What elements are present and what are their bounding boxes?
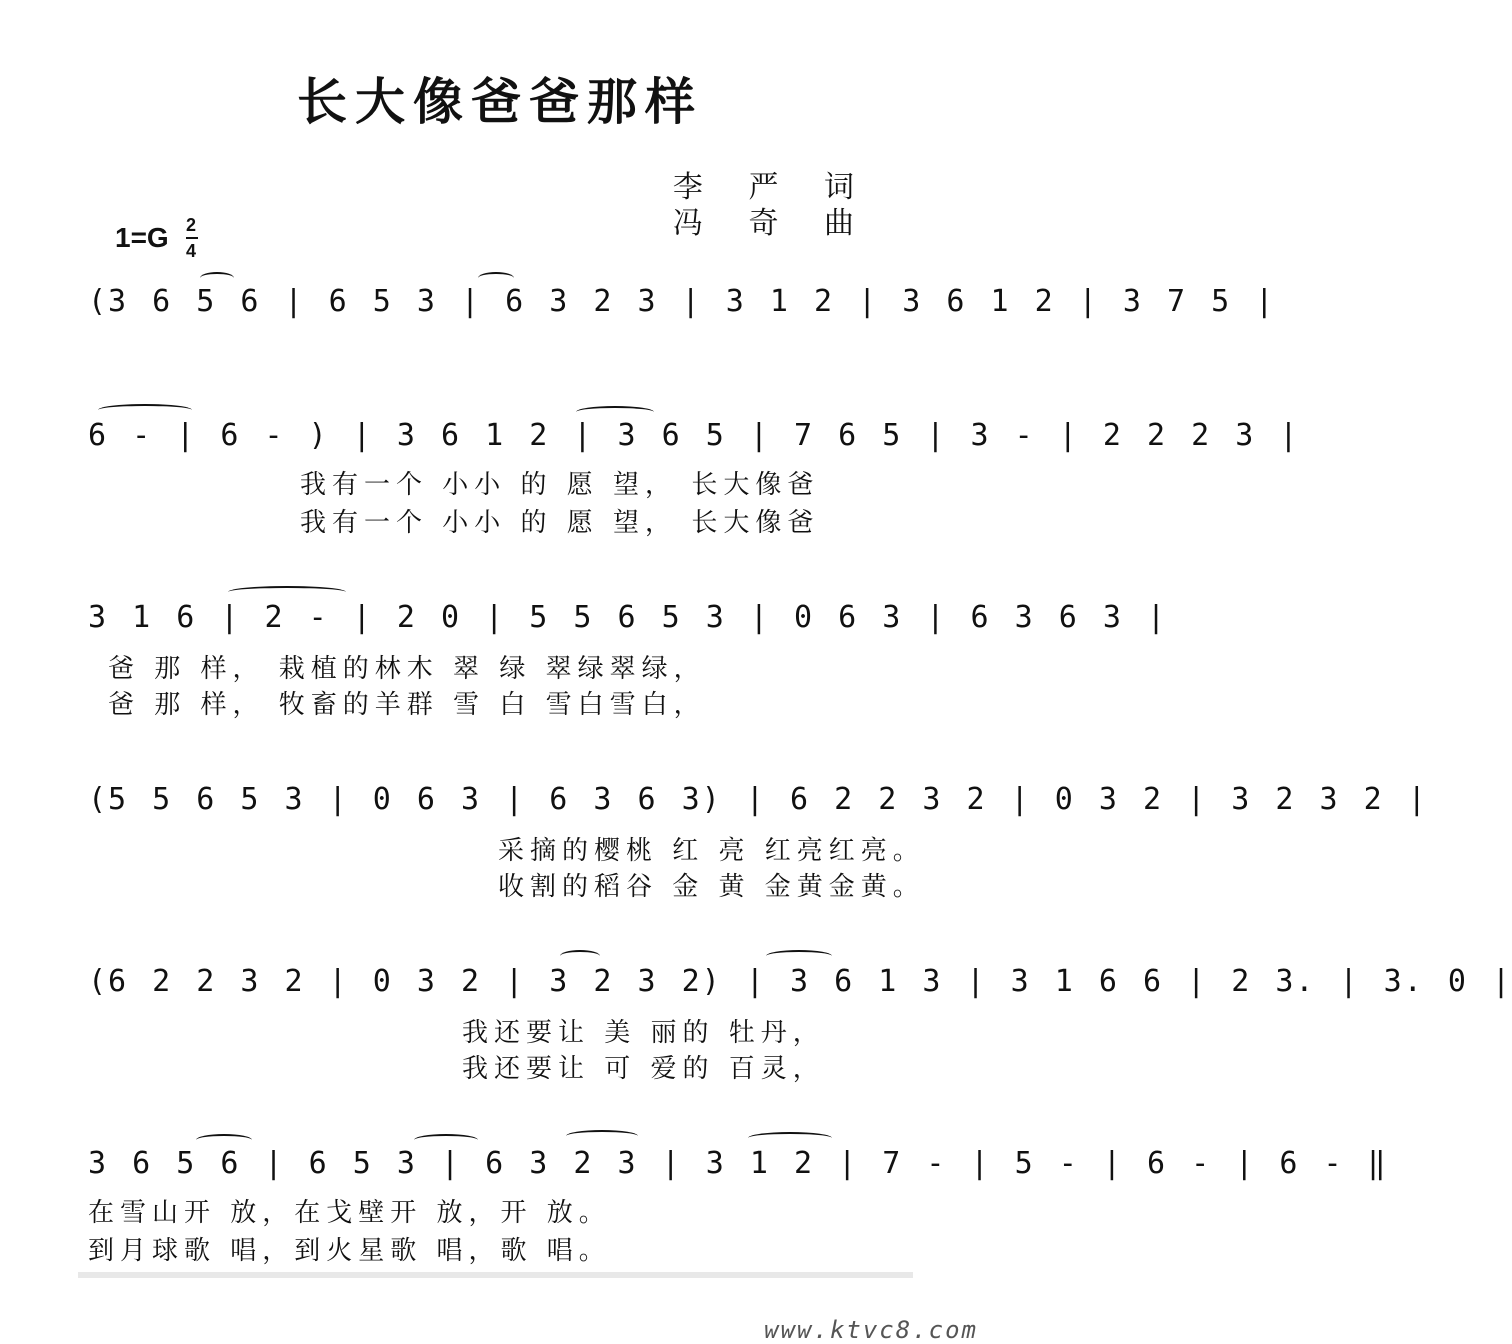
- score-line-2: 6 - | 6 - ) | 3 6 1 2 | 3 6 5 | 7 6 5 | 3 - | 2 2 2 3 |: [88, 418, 1300, 453]
- lyric-line-3-verse-1: 爸 那 样， 栽植的林木 翠 绿 翠绿翠绿，: [108, 654, 706, 684]
- lyric-line-3-verse-2: 爸 那 样， 牧畜的羊群 雪 白 雪白雪白，: [108, 690, 706, 720]
- tie-mark: [560, 950, 600, 962]
- lyric-line-2-verse-2: 我有一个 小小 的 愿 望， 长大像爸: [300, 508, 820, 538]
- time-signature-top: 2: [186, 215, 197, 235]
- time-signature: [186, 214, 198, 262]
- lyric-line-2-verse-1: 我有一个 小小 的 愿 望， 长大像爸: [300, 470, 820, 500]
- tie-mark: [98, 404, 192, 416]
- time-signature-bar: [186, 237, 198, 239]
- lyric-line-6-verse-1: 在雪山开 放，在戈壁开 放，开 放。: [88, 1198, 611, 1228]
- time-signature-bottom: 4: [186, 241, 197, 261]
- score-line-6: 3 6 5 6 | 6 5 3 | 6 3 2 3 | 3 1 2 | 7 - | 5 - | 6 - | 6 - ‖: [88, 1146, 1388, 1181]
- song-title: 长大像爸爸那样: [297, 72, 703, 131]
- tie-mark: [766, 950, 832, 962]
- score-line-5: (6 2 2 3 2 | 0 3 2 | 3 2 3 2) | 3 6 1 3 | 3 1 6 6 | 2 3. | 3. 0 |: [88, 964, 1512, 999]
- tie-mark: [228, 586, 346, 598]
- tie-mark: [196, 1134, 252, 1146]
- tie-mark: [748, 1132, 832, 1144]
- tie-mark: [200, 272, 234, 284]
- score-line-1: (3 6 5 6 | 6 5 3 | 6 3 2 3 | 3 1 2 | 3 6 1 2 | 3 7 5 |: [88, 284, 1276, 319]
- composer-credit: 冯 奇 曲: [672, 206, 872, 241]
- lyric-line-5-verse-2: 我还要让 可 爱的 百灵，: [462, 1054, 825, 1084]
- score-line-4: (5 5 6 5 3 | 0 6 3 | 6 3 6 3) | 6 2 2 3 2 | 0 3 2 | 3 2 3 2 |: [88, 782, 1428, 817]
- tie-mark: [566, 1130, 638, 1142]
- lyric-line-6-verse-2: 到月球歌 唱，到火星歌 唱，歌 唱。: [88, 1236, 611, 1266]
- tie-mark: [576, 406, 654, 418]
- site-watermark: www.ktvc8.com: [764, 1316, 978, 1344]
- score-line-3: 3 1 6 | 2 - | 2 0 | 5 5 6 5 3 | 0 6 3 | 6 3 6 3 |: [88, 600, 1168, 635]
- lyricist-credit: 李 严 词: [672, 170, 872, 205]
- key-signature: 1=G: [115, 222, 169, 253]
- tie-mark: [478, 272, 514, 284]
- lyric-line-4-verse-2: 收割的稻谷 金 黄 金黄金黄。: [498, 872, 925, 902]
- lyric-line-4-verse-1: 采摘的樱桃 红 亮 红亮红亮。: [498, 836, 925, 866]
- footer-band: [78, 1272, 913, 1278]
- lyric-line-5-verse-1: 我还要让 美 丽的 牡丹，: [462, 1018, 825, 1048]
- tie-mark: [414, 1134, 478, 1146]
